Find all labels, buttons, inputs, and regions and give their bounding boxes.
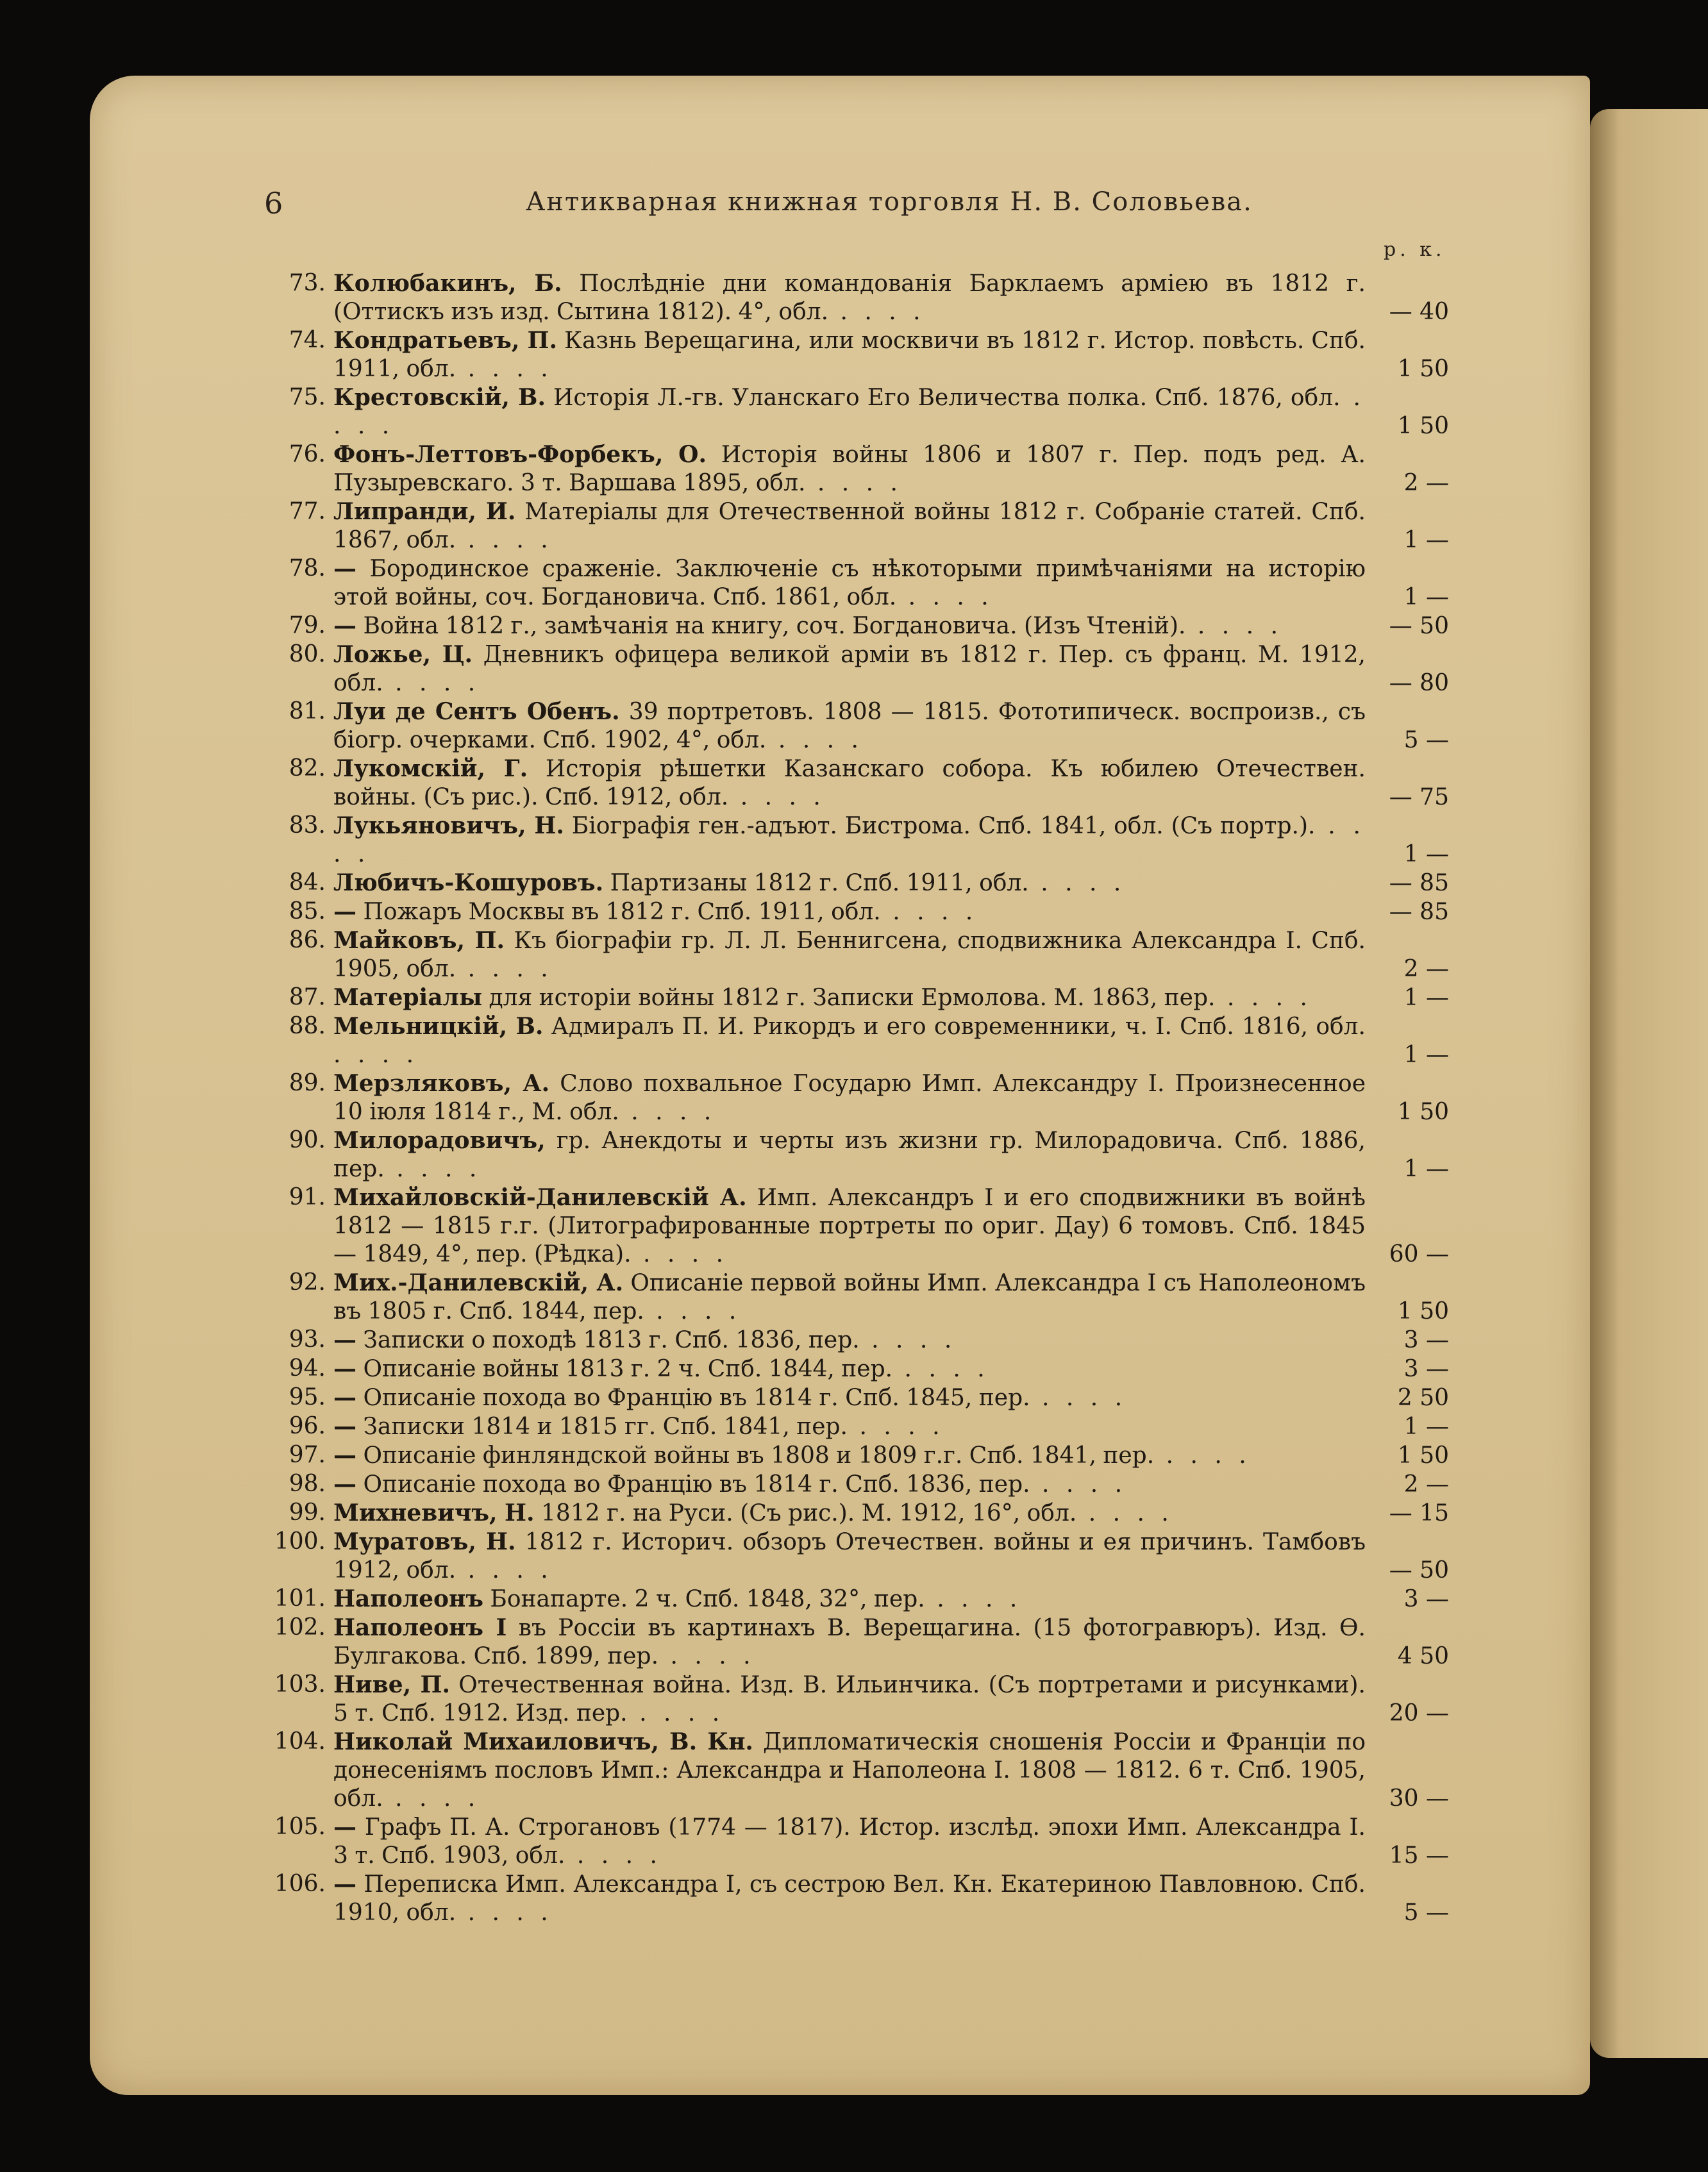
entry-description bbox=[333, 1870, 1366, 1927]
entry-price: 1 — bbox=[1403, 527, 1449, 553]
catalog-entry bbox=[269, 898, 1462, 926]
entry-title: Переписка Имп. Александра I, съ сестрою Вел. Кн. Екатериною Павловною. Спб. 1910, обл. bbox=[333, 1871, 1366, 1926]
entry-author: Фонъ-Леттовъ-Форбекъ, О. bbox=[333, 441, 707, 468]
entry-price: 2 — bbox=[1403, 956, 1449, 982]
catalog-entry bbox=[269, 1326, 1462, 1355]
catalog-entry bbox=[269, 555, 1462, 612]
entry-number: 101. bbox=[274, 1585, 326, 1612]
entry-number: 103. bbox=[274, 1671, 326, 1698]
entry-number: 86. bbox=[289, 927, 326, 953]
leader-dots: . . . . bbox=[333, 813, 1366, 867]
entry-number: 91. bbox=[289, 1184, 326, 1210]
entry-description bbox=[333, 612, 1366, 640]
running-header: Антикварная книжная торговля Н. В. Соловьева. bbox=[526, 187, 1253, 217]
entry-description bbox=[333, 1728, 1366, 1813]
entry-description bbox=[333, 869, 1366, 898]
entry-number: 76. bbox=[289, 441, 326, 467]
entry-description bbox=[333, 1355, 1366, 1383]
entry-title: Дневникъ офицера великой арміи въ 1812 г. Пер. съ франц. М. 1912, обл. bbox=[333, 642, 1366, 696]
entry-description bbox=[333, 555, 1366, 612]
leader-dots: . . . . bbox=[631, 1241, 729, 1267]
catalog-entry bbox=[269, 269, 1462, 326]
entry-author: Луи де Сентъ Обенъ. bbox=[333, 698, 620, 725]
entry-author: — bbox=[333, 1814, 356, 1841]
catalog-entry bbox=[269, 926, 1462, 983]
entry-author: — bbox=[333, 1413, 356, 1440]
entry-title: Записки 1814 и 1815 гг. Спб. 1841, пер. bbox=[363, 1414, 848, 1440]
catalog-entry bbox=[269, 1355, 1462, 1383]
entry-number: 74. bbox=[289, 327, 326, 353]
entry-author: Мерзляковъ, А. bbox=[333, 1070, 550, 1097]
entry-title: Бородинское сраженіе. Заключеніе съ нѣкоторыми примѣчаніями на исторію этой войны, соч. Богдановича. Спб. 1861, обл. bbox=[333, 556, 1366, 610]
entry-author: — bbox=[333, 1355, 356, 1382]
catalog-entry bbox=[269, 1728, 1462, 1813]
entry-price: — 80 bbox=[1389, 670, 1449, 696]
entry-title: для исторіи войны 1812 г. Записки Ермолова. М. 1863, пер. bbox=[489, 985, 1216, 1011]
entry-title: Описаніе войны 1813 г. 2 ч. Спб. 1844, пер. bbox=[363, 1356, 893, 1382]
entry-title: Дипломатическія сношенія Россіи и Франціи по донесеніямъ пословъ Имп.: Александра и Наполеона I. 1808 — 1812. 6 т. Спб. 1905, обл. bbox=[333, 1729, 1366, 1812]
entry-author: — bbox=[333, 1326, 356, 1353]
leader-dots: . . . . bbox=[333, 1042, 419, 1068]
entry-title: Имп. Александръ I и его сподвижники въ войнѣ 1812 — 1815 г.г. (Литографированные портреты по ориг. Дау) 6 томовъ. Спб. 1845 — 1849, 4°, пер. (Рѣдка). bbox=[333, 1185, 1366, 1267]
catalog-entry bbox=[269, 1671, 1462, 1728]
entry-number: 88. bbox=[289, 1013, 326, 1039]
entry-number: 81. bbox=[289, 698, 326, 724]
entry-title: гр. Анекдоты и черты изъ жизни гр. Милорадовича. Спб. 1886, пер. bbox=[333, 1128, 1366, 1182]
entry-description bbox=[333, 1585, 1366, 1614]
entry-description bbox=[333, 1326, 1366, 1355]
entry-number: 73. bbox=[289, 270, 326, 296]
catalog-entry bbox=[269, 1585, 1462, 1614]
entry-price: 1 50 bbox=[1397, 1298, 1449, 1324]
entry-description bbox=[333, 812, 1366, 869]
catalog-entry bbox=[269, 1183, 1462, 1269]
entry-price: 3 — bbox=[1403, 1586, 1449, 1612]
entry-price: 4 50 bbox=[1397, 1643, 1449, 1669]
entry-title: Къ біографіи гр. Л. Л. Беннигсена, сподвижника Александра I. Спб. 1905, обл. bbox=[333, 928, 1366, 982]
leader-dots: . . . . bbox=[456, 356, 553, 382]
entry-number: 94. bbox=[289, 1355, 326, 1382]
leader-dots: . . . . bbox=[1076, 1500, 1174, 1526]
catalog-entries bbox=[269, 269, 1462, 1927]
next-page-edge bbox=[1590, 109, 1708, 2058]
entry-description bbox=[333, 440, 1366, 497]
entry-title: Описаніе финляндской войны въ 1808 и 1809 г.г. Спб. 1841, пер. bbox=[363, 1442, 1155, 1469]
entry-price: — 40 bbox=[1389, 299, 1449, 325]
entry-author: Колюбакинъ, Б. bbox=[333, 270, 562, 297]
entry-description bbox=[333, 326, 1366, 383]
entry-author: — bbox=[333, 1471, 356, 1498]
entry-number: 105. bbox=[274, 1814, 326, 1840]
catalog-entry bbox=[269, 1412, 1462, 1441]
entry-title: Партизаны 1812 г. Спб. 1911, обл. bbox=[610, 870, 1029, 896]
entry-number: 90. bbox=[289, 1127, 326, 1153]
entry-title: Описаніе похода во Францію въ 1814 г. Спб. 1845, пер. bbox=[363, 1385, 1030, 1411]
entry-price: — 85 bbox=[1389, 870, 1449, 896]
entry-title: Казнь Верещагина, или москвичи въ 1812 г. Истор. повѣсть. Спб. 1911, обл. bbox=[333, 328, 1366, 382]
entry-title: Послѣдніе дни командованія Барклаемъ арміею въ 1812 г. (Оттискъ изъ изд. Сытина 1812). 4°, обл. bbox=[333, 271, 1366, 325]
entry-description bbox=[333, 1528, 1366, 1585]
catalog-entry bbox=[269, 812, 1462, 869]
entry-description bbox=[333, 898, 1366, 926]
entry-number: 100. bbox=[274, 1528, 326, 1555]
entry-description bbox=[333, 1069, 1366, 1126]
entry-price: 5 — bbox=[1403, 727, 1449, 753]
entry-title: Описаніе похода во Францію въ 1814 г. Спб. 1836, пер. bbox=[363, 1471, 1030, 1498]
leader-dots: . . . . bbox=[658, 1643, 756, 1669]
leader-dots: . . . . bbox=[456, 1900, 553, 1926]
entry-price: 1 — bbox=[1403, 1156, 1449, 1182]
entry-description bbox=[333, 1269, 1366, 1326]
entry-number: 93. bbox=[289, 1326, 326, 1353]
leader-dots: . . . . bbox=[1030, 1385, 1128, 1411]
entry-number: 79. bbox=[289, 612, 326, 639]
entry-price: 1 50 bbox=[1397, 1099, 1449, 1125]
entry-price: 2 50 bbox=[1397, 1385, 1449, 1411]
entry-author: Мих.-Данилевскій, А. bbox=[333, 1269, 624, 1296]
entry-price: 1 — bbox=[1403, 985, 1449, 1011]
entry-author: — bbox=[333, 612, 356, 639]
entry-number: 98. bbox=[289, 1471, 326, 1497]
entry-price: 15 — bbox=[1389, 1842, 1449, 1869]
catalog-entry bbox=[269, 1870, 1462, 1927]
catalog-entry bbox=[269, 612, 1462, 640]
entry-number: 96. bbox=[289, 1413, 326, 1439]
leader-dots: . . . . bbox=[1185, 613, 1284, 639]
leader-dots: . . . . bbox=[896, 584, 994, 610]
entry-number: 83. bbox=[289, 812, 326, 839]
entry-author: Лукомскій, Г. bbox=[333, 755, 528, 782]
entry-price: 1 50 bbox=[1397, 356, 1449, 382]
entry-description bbox=[333, 698, 1366, 755]
entry-price: 1 — bbox=[1403, 584, 1449, 610]
entry-number: 77. bbox=[289, 498, 326, 524]
entry-description bbox=[333, 983, 1366, 1012]
catalog-entry bbox=[269, 755, 1462, 812]
entry-author: Ниве, П. bbox=[333, 1671, 451, 1698]
leader-dots: . . . . bbox=[766, 727, 864, 753]
entry-number: 85. bbox=[289, 898, 326, 924]
entry-author: Лукьяновичъ, Н. bbox=[333, 812, 564, 839]
catalog-entry bbox=[269, 383, 1462, 440]
leader-dots: . . . . bbox=[456, 956, 553, 982]
entry-number: 95. bbox=[289, 1384, 326, 1410]
entry-title: Бонапарте. 2 ч. Спб. 1848, 32°, пер. bbox=[490, 1586, 925, 1612]
entry-author: Матеріалы bbox=[333, 984, 483, 1011]
catalog-entry bbox=[269, 497, 1462, 555]
leader-dots: . . . . bbox=[848, 1414, 945, 1440]
entry-author: Кондратьевъ, П. bbox=[333, 327, 558, 354]
entry-title: Матеріалы для Отечественной войны 1812 г. Собраніе статей. Спб. 1867, обл. bbox=[333, 499, 1366, 553]
leader-dots: . . . . bbox=[644, 1298, 742, 1324]
entry-author: Ложье, Ц. bbox=[333, 641, 473, 668]
entry-author: Муратовъ, Н. bbox=[333, 1528, 516, 1555]
entry-description bbox=[333, 1183, 1366, 1269]
entry-number: 75. bbox=[289, 384, 326, 410]
catalog-entry bbox=[269, 1499, 1462, 1528]
leader-dots: . . . . bbox=[828, 299, 926, 325]
leader-dots: . . . . bbox=[383, 670, 481, 696]
entry-number: 106. bbox=[274, 1871, 326, 1897]
entry-author: Николай Михаиловичъ, В. Кн. bbox=[333, 1728, 753, 1755]
catalog-entry bbox=[269, 1069, 1462, 1126]
entry-description bbox=[333, 1499, 1366, 1528]
entry-author: Липранди, И. bbox=[333, 498, 516, 525]
leader-dots: . . . . bbox=[1028, 870, 1126, 896]
entry-description bbox=[333, 1614, 1366, 1671]
entry-price: — 50 bbox=[1389, 613, 1449, 639]
entry-author: Михневичъ, Н. bbox=[333, 1500, 535, 1526]
entry-price: 1 50 bbox=[1397, 1442, 1449, 1469]
entry-author: — bbox=[333, 1442, 356, 1469]
entry-price: 60 — bbox=[1389, 1241, 1449, 1267]
entry-price: 2 — bbox=[1403, 470, 1449, 496]
entry-price: 5 — bbox=[1403, 1900, 1449, 1926]
catalog-entry bbox=[269, 1383, 1462, 1412]
catalog-entry bbox=[269, 1126, 1462, 1183]
entry-number: 89. bbox=[289, 1070, 326, 1096]
entry-number: 82. bbox=[289, 755, 326, 781]
entry-author: Михайловскій-Данилевскій А. bbox=[333, 1184, 747, 1211]
entry-number: 78. bbox=[289, 555, 326, 581]
leader-dots: . . . . bbox=[384, 1156, 482, 1182]
entry-title: 1812 г. на Руси. (Съ рис.). М. 1912, 16°, обл. bbox=[541, 1500, 1077, 1526]
entry-author: — bbox=[333, 898, 356, 925]
entry-author: Наполеонъ bbox=[333, 1585, 483, 1612]
entry-title: Записки о походѣ 1813 г. Спб. 1836, пер. bbox=[363, 1327, 860, 1353]
entry-description bbox=[333, 1671, 1366, 1728]
catalog-entry bbox=[269, 698, 1462, 755]
entry-description bbox=[333, 1470, 1366, 1499]
entry-price: — 50 bbox=[1389, 1557, 1449, 1583]
leader-dots: . . . . bbox=[565, 1842, 662, 1869]
entry-price: 1 — bbox=[1403, 1042, 1449, 1068]
leader-dots: . . . . bbox=[333, 385, 1366, 439]
entry-title: Пожаръ Москвы въ 1812 г. Спб. 1911, обл. bbox=[363, 899, 881, 925]
leader-dots: . . . . bbox=[805, 470, 903, 496]
leader-dots: . . . . bbox=[728, 784, 826, 810]
catalog-entry bbox=[269, 1813, 1462, 1870]
entry-number: 84. bbox=[289, 869, 326, 896]
leader-dots: . . . . bbox=[383, 1785, 481, 1812]
catalog-entry bbox=[269, 1441, 1462, 1470]
entry-description bbox=[333, 383, 1366, 440]
entry-price: 20 — bbox=[1389, 1700, 1449, 1726]
entry-price: — 15 bbox=[1389, 1500, 1449, 1526]
entry-description bbox=[333, 497, 1366, 555]
leader-dots: . . . . bbox=[880, 899, 978, 925]
leader-dots: . . . . bbox=[619, 1099, 717, 1125]
entry-title: въ Россіи въ картинахъ В. Верещагина. (15 фотогравюръ). Изд. Ѳ. Булгакова. Спб. 1899, пер. bbox=[333, 1615, 1366, 1669]
entry-description bbox=[333, 1012, 1366, 1069]
entry-price: 1 — bbox=[1403, 841, 1449, 867]
entry-description bbox=[333, 1126, 1366, 1183]
entry-description bbox=[333, 640, 1366, 698]
entry-price: 30 — bbox=[1389, 1785, 1449, 1812]
entry-number: 87. bbox=[289, 984, 326, 1010]
entry-title: Слово похвальное Государю Имп. Александру I. Произнесенное 10 іюля 1814 г., М. обл. bbox=[333, 1071, 1366, 1125]
entry-author: Любичъ-Кошуровъ. bbox=[333, 869, 604, 896]
entry-description bbox=[333, 1441, 1366, 1470]
entry-author: — bbox=[333, 1384, 356, 1411]
leader-dots: . . . . bbox=[456, 527, 553, 553]
entry-author: — bbox=[333, 1871, 356, 1898]
leader-dots: . . . . bbox=[892, 1356, 990, 1382]
entry-author: Мельницкій, В. bbox=[333, 1013, 544, 1040]
entry-price: 3 — bbox=[1403, 1356, 1449, 1382]
entry-title: Адмиралъ П. И. Рикордъ и его современники, ч. I. Спб. 1816, обл. bbox=[551, 1014, 1366, 1040]
leader-dots: . . . . bbox=[627, 1700, 725, 1726]
entry-title: Исторія рѣшетки Казанскаго собора. Къ юбилею Отечествен. войны. (Съ рис.). Спб. 1912, обл. bbox=[333, 756, 1366, 810]
catalog-entry bbox=[269, 1614, 1462, 1671]
leader-dots: . . . . bbox=[925, 1586, 1023, 1612]
catalog-entry bbox=[269, 1012, 1462, 1069]
entry-description bbox=[333, 755, 1366, 812]
entry-description bbox=[333, 926, 1366, 983]
entry-author: Крестовскій, В. bbox=[333, 384, 546, 411]
entry-author: Милорадовичъ, bbox=[333, 1127, 546, 1154]
entry-description bbox=[333, 1813, 1366, 1870]
entry-price: — 75 bbox=[1389, 784, 1449, 810]
entry-price: 2 — bbox=[1403, 1471, 1449, 1498]
entry-number: 104. bbox=[274, 1728, 326, 1755]
entry-description bbox=[333, 1383, 1366, 1412]
entry-title: Описаніе первой войны Имп. Александра I съ Наполеономъ въ 1805 г. Спб. 1844, пер. bbox=[333, 1270, 1366, 1324]
entry-title: 1812 г. Историч. обзоръ Отечествен. войны и ея причинъ. Тамбовъ 1912, обл. bbox=[333, 1529, 1366, 1583]
catalog-entry bbox=[269, 869, 1462, 898]
leader-dots: . . . . bbox=[456, 1557, 553, 1583]
leader-dots: . . . . bbox=[1030, 1471, 1128, 1498]
entry-title: Біографія ген.-адъют. Бистрома. Спб. 1841, обл. (Съ портр.). bbox=[571, 813, 1316, 839]
entry-number: 92. bbox=[289, 1269, 326, 1296]
catalog-entry bbox=[269, 1269, 1462, 1326]
entry-price: 1 50 bbox=[1397, 413, 1449, 439]
entry-author: Майковъ, П. bbox=[333, 927, 505, 954]
page-number: 6 bbox=[264, 186, 283, 221]
entry-number: 102. bbox=[274, 1614, 326, 1641]
catalog-entry bbox=[269, 640, 1462, 698]
entry-description bbox=[333, 269, 1366, 326]
catalog-entry bbox=[269, 440, 1462, 497]
leader-dots: . . . . bbox=[1154, 1442, 1252, 1469]
leader-dots: . . . . bbox=[859, 1327, 957, 1353]
catalog-entry bbox=[269, 326, 1462, 383]
price-column-label: р. к. bbox=[1384, 238, 1446, 261]
entry-number: 80. bbox=[289, 641, 326, 667]
catalog-entry bbox=[269, 1528, 1462, 1585]
entry-title: 39 портретовъ. 1808 — 1815. Фототипическ. воспроизв., съ біогр. очерками. Спб. 1902, 4°, обл. bbox=[333, 699, 1366, 753]
entry-title: Война 1812 г., замѣчанія на книгу, соч. Богдановича. (Изъ Чтеній). bbox=[363, 613, 1186, 639]
entry-number: 97. bbox=[289, 1442, 326, 1468]
catalog-entry bbox=[269, 983, 1462, 1012]
entry-title: Графъ П. А. Строгановъ (1774 — 1817). Истор. изслѣд. эпохи Имп. Александра I. 3 т. Спб. 1903, обл. bbox=[333, 1814, 1366, 1869]
entry-title: Исторія войны 1806 и 1807 г. Пер. подъ ред. А. Пузыревскаго. 3 т. Варшава 1895, обл. bbox=[333, 442, 1366, 496]
entry-price: 1 — bbox=[1403, 1414, 1449, 1440]
entry-number: 99. bbox=[289, 1500, 326, 1526]
entry-price: 3 — bbox=[1403, 1327, 1449, 1353]
entry-description bbox=[333, 1412, 1366, 1441]
entry-author: Наполеонъ I bbox=[333, 1614, 507, 1641]
entry-price: — 85 bbox=[1389, 899, 1449, 925]
catalog-entry bbox=[269, 1470, 1462, 1499]
leader-dots: . . . . bbox=[1215, 985, 1312, 1011]
entry-title: Отечественная война. Изд. В. Ильинчика. (Съ портретами и рисунками). 5 т. Спб. 1912. Изд. пер. bbox=[333, 1672, 1366, 1726]
entry-title: Исторія Л.-гв. Уланскаго Его Величества полка. Спб. 1876, обл. bbox=[553, 385, 1341, 411]
entry-author: — bbox=[333, 555, 356, 582]
